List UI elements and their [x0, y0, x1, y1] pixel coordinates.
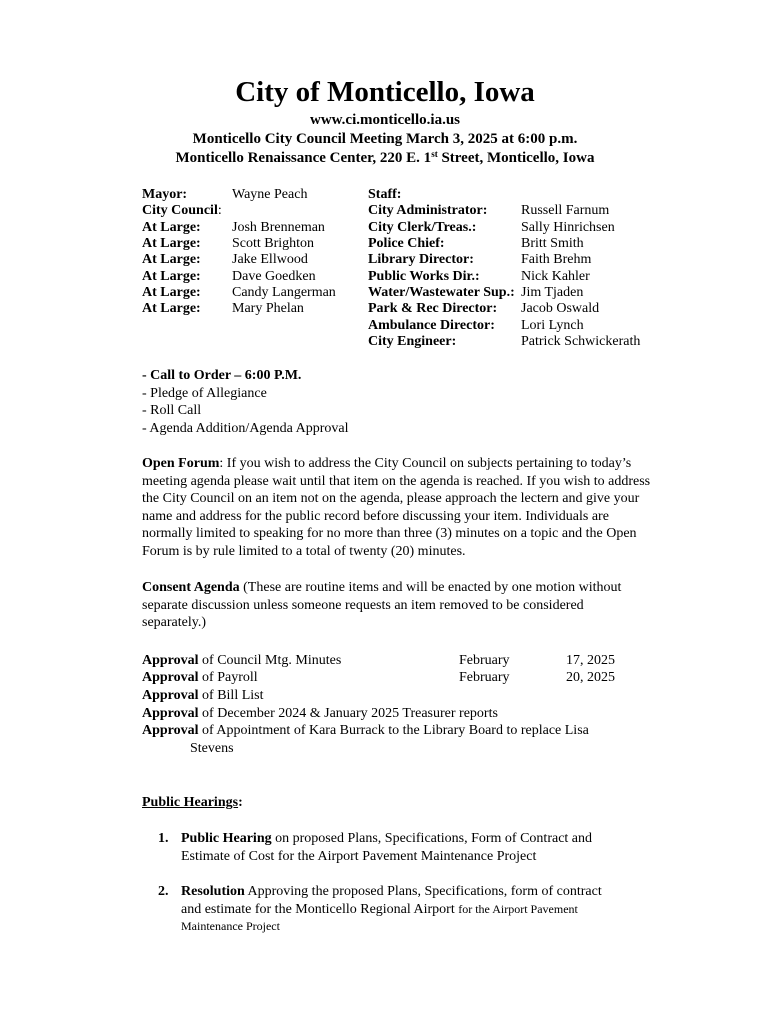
- staff-role: Police Chief:: [368, 236, 445, 251]
- council-member-name: Dave Goedken: [232, 269, 316, 284]
- approval-item: Approval of December 2024 & January 2025 Treasurer reports: [142, 706, 498, 721]
- approval-month: February: [459, 670, 510, 685]
- approval-item: Approval of Payroll: [142, 670, 258, 685]
- approval-date: 17, 2025: [566, 653, 615, 668]
- council-member-name: Jake Ellwood: [232, 252, 308, 267]
- agenda-approval-item: - Agenda Addition/Agenda Approval: [142, 421, 349, 436]
- page-title: City of Monticello, Iowa: [235, 76, 535, 108]
- meeting-location: Monticello Renaissance Center, 220 E. 1st Street, Monticello, Iowa: [175, 149, 595, 166]
- council-member-label: At Large:: [142, 252, 201, 267]
- mayor-label: Mayor:: [142, 187, 188, 202]
- call-to-order: - Call to Order – 6:00 P.M.: [142, 368, 302, 383]
- open-forum-label: Open Forum: [142, 456, 220, 471]
- hearing-item-line: Resolution Approving the proposed Plans, Specifications, form of contract: [181, 884, 602, 899]
- staff-role: Water/Wastewater Sup.:: [368, 285, 515, 300]
- staff-name: Nick Kahler: [521, 269, 590, 284]
- staff-name: Patrick Schwickerath: [521, 334, 641, 349]
- council-member-name: Mary Phelan: [232, 301, 304, 316]
- staff-name: Jim Tjaden: [521, 285, 584, 300]
- approval-date: 20, 2025: [566, 670, 615, 685]
- meeting-info: Monticello City Council Meeting March 3, 2025 at 6:00 p.m.: [192, 131, 578, 147]
- council-member-label: At Large:: [142, 236, 201, 251]
- approval-item: Approval of Council Mtg. Minutes: [142, 653, 342, 668]
- council-member-name: Josh Brenneman: [232, 220, 325, 235]
- staff-name: Faith Brehm: [521, 252, 592, 267]
- council-member-label: At Large:: [142, 285, 201, 300]
- hearing-item-number: 1.: [158, 831, 169, 846]
- hearing-item-line: Public Hearing on proposed Plans, Specifications, Form of Contract and: [181, 831, 593, 846]
- staff-role: Library Director:: [368, 252, 474, 267]
- staff-role: City Engineer:: [368, 334, 457, 349]
- approval-item: Approval of Appointment of Kara Burrack to the Library Board to replace Lisa: [142, 723, 589, 738]
- pledge-item: - Pledge of Allegiance: [142, 386, 267, 401]
- hearing-item-line: and estimate for the Monticello Regional Airport for the Airport Pavement: [181, 902, 578, 917]
- staff-heading: Staff:: [368, 187, 402, 202]
- approval-continuation: Stevens: [190, 741, 234, 756]
- city-council-label: City Council:: [142, 203, 222, 218]
- staff-name: Jacob Oswald: [521, 301, 600, 316]
- staff-name: Britt Smith: [521, 236, 584, 251]
- council-member-label: At Large:: [142, 269, 201, 284]
- staff-role: Ambulance Director:: [368, 318, 495, 333]
- staff-role: Park & Rec Director:: [368, 301, 498, 316]
- staff-name: Russell Farnum: [521, 203, 610, 218]
- staff-name: Lori Lynch: [521, 318, 584, 333]
- consent-agenda-label: Consent Agenda: [142, 580, 240, 595]
- staff-role: City Clerk/Treas.:: [368, 220, 477, 235]
- council-member-label: At Large:: [142, 301, 201, 316]
- website-url: www.ci.monticello.ia.us: [310, 112, 460, 128]
- hearing-item-line: Estimate of Cost for the Airport Pavement Maintenance Project: [181, 849, 537, 864]
- approval-month: February: [459, 653, 510, 668]
- consent-agenda-paragraph: Consent Agenda (These are routine items and will be enacted by one motion without separate discussion unless someone requests an item removed to be considered separately.): [142, 580, 622, 631]
- council-member-name: Candy Langerman: [232, 285, 336, 300]
- hearing-item-line: Maintenance Project: [181, 919, 280, 933]
- open-forum-paragraph: Open Forum: If you wish to address the City Council on subjects pertaining to today’s meeting agenda please wait until that item on the agenda is reached. If you wish to address the City Council on an item not on the agenda, please approach the lectern and give your name and address for the public record before discussing your item. Individuals are normally limited to speaking for no more than three (3) minutes on a topic and the Open Forum is by rule limited to a total of twenty (20) minutes.: [142, 456, 651, 559]
- council-member-label: At Large:: [142, 220, 201, 235]
- staff-name: Sally Hinrichsen: [521, 220, 615, 235]
- ordinal-suffix: st: [431, 149, 438, 159]
- staff-role: City Administrator:: [368, 203, 488, 218]
- roll-call-item: - Roll Call: [142, 403, 202, 418]
- staff-role: Public Works Dir.:: [368, 269, 480, 284]
- public-hearings-heading: Public Hearings:: [142, 795, 243, 810]
- hearing-item-number: 2.: [158, 884, 169, 899]
- mayor-name: Wayne Peach: [232, 187, 308, 202]
- approval-item: Approval of Bill List: [142, 688, 264, 703]
- council-member-name: Scott Brighton: [232, 236, 315, 251]
